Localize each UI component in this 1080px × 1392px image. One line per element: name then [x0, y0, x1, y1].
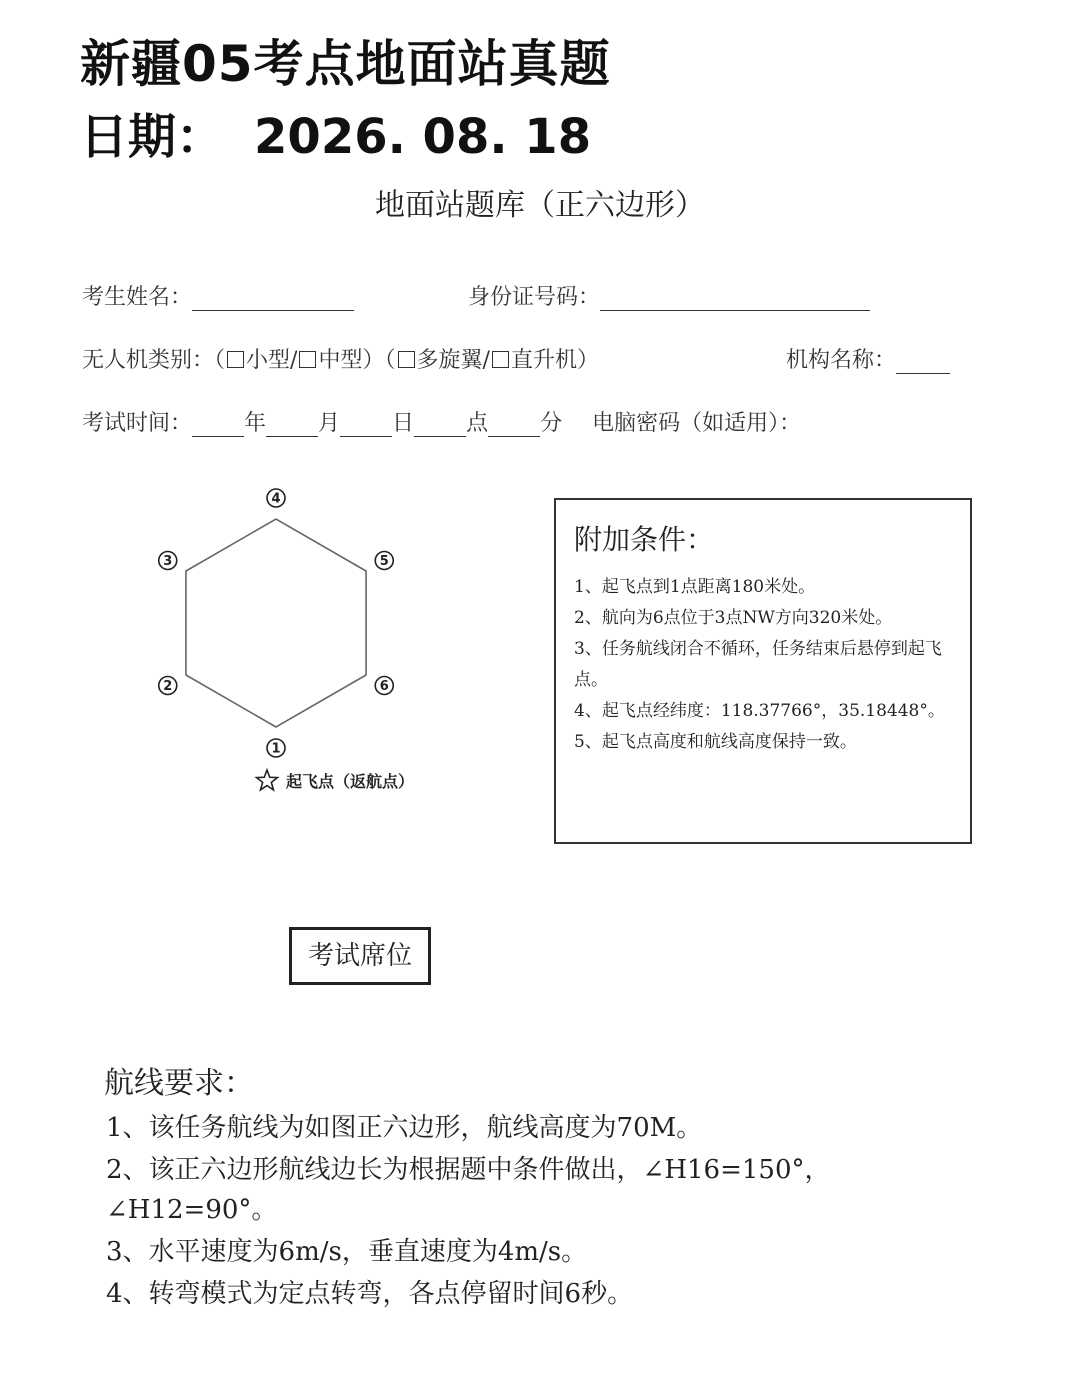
exam-seat-box: 考试席位	[289, 927, 431, 985]
medium-label: 中型	[318, 348, 363, 373]
name-blank[interactable]	[192, 288, 354, 311]
waypoint-node	[159, 677, 177, 695]
id-label: 身份证号码：	[468, 285, 601, 310]
condition-item: 4、起飞点经纬度：118.37766°，35.18448°。	[574, 701, 945, 721]
exam-date	[80, 98, 591, 167]
small-checkbox[interactable]	[227, 351, 244, 368]
page-title: 新疆05考点地面站真题	[80, 35, 611, 93]
waypoint-node	[267, 489, 285, 507]
medium-checkbox[interactable]	[299, 351, 316, 368]
slash: /	[482, 348, 490, 373]
takeoff-label: 起飞点（返航点）	[286, 772, 415, 791]
multirotor-label: 多旋翼	[416, 348, 483, 373]
helicopter-label: 直升机	[510, 348, 577, 373]
minute-label: 分	[540, 411, 563, 436]
form-row-time	[82, 406, 801, 437]
condition-item: 1、起飞点到1点距离180米处。	[574, 577, 816, 597]
star-icon	[257, 770, 278, 790]
form-row-uav-type	[82, 343, 599, 374]
helicopter-checkbox[interactable]	[492, 351, 509, 368]
multirotor-checkbox[interactable]	[398, 351, 415, 368]
date-value: 2026. 08. 18	[254, 109, 592, 165]
time-label: 考试时间：	[82, 411, 193, 436]
hexagon-route	[186, 519, 366, 727]
route-item: 2、该正六边形航线边长为根据题中条件做出，∠H16=150°，∠H12=90°。	[106, 1155, 831, 1225]
date-label: 日期：	[80, 109, 225, 165]
route-item: 4、转弯模式为定点转弯，各点停留时间6秒。	[106, 1279, 634, 1309]
minute-blank[interactable]	[488, 414, 540, 437]
waypoint-node	[267, 739, 285, 757]
hexagon-svg	[150, 478, 430, 798]
condition-item: 5、起飞点高度和航线高度保持一致。	[574, 732, 857, 752]
paren-close: ）	[576, 348, 599, 373]
day-blank[interactable]	[340, 414, 392, 437]
small-label: 小型	[246, 348, 291, 373]
paren-close: ）	[362, 348, 385, 373]
name-label: 考生姓名：	[82, 285, 193, 310]
waypoint-label: 5	[379, 554, 389, 569]
org-label: 机构名称：	[786, 348, 897, 373]
year-blank[interactable]	[192, 414, 244, 437]
year-label: 年	[244, 411, 267, 436]
slash: /	[290, 348, 298, 373]
month-label: 月	[318, 411, 341, 436]
condition-item: 2、航向为6点位于3点NW方向320米处。	[574, 608, 893, 628]
document-title: 地面站题库（正六边形）	[375, 188, 705, 223]
route-item: 1、该任务航线为如图正六边形，航线高度为70M。	[106, 1113, 703, 1143]
paren-open: （	[384, 348, 396, 373]
additional-conditions-box	[554, 498, 972, 844]
route-requirements-title: 航线要求：	[104, 1066, 254, 1101]
route-item: 3、水平速度为6m/s，垂直速度为4m/s。	[106, 1237, 588, 1267]
form-row-org	[786, 343, 950, 374]
form-row-id	[468, 280, 870, 311]
conditions-list	[574, 572, 954, 758]
pc-password-label: 电脑密码（如适用）：	[592, 411, 802, 436]
waypoint-label: 1	[271, 741, 281, 757]
waypoint-node	[375, 552, 393, 570]
id-blank[interactable]	[600, 288, 870, 311]
uav-type-label: 无人机类别：	[82, 348, 215, 373]
hexagon-diagram	[150, 478, 430, 798]
hour-blank[interactable]	[414, 414, 466, 437]
waypoint-label: 4	[271, 491, 281, 507]
waypoint-label: 6	[379, 679, 389, 694]
form-row-name	[82, 280, 354, 311]
org-blank[interactable]	[896, 351, 950, 374]
waypoint-node	[159, 552, 177, 570]
paren-open: （	[214, 348, 226, 373]
condition-item: 3、任务航线闭合不循环，任务结束后悬停到起飞点。	[574, 639, 942, 690]
conditions-title: 附加条件：	[574, 523, 715, 556]
month-blank[interactable]	[266, 414, 318, 437]
hour-label: 点	[466, 411, 489, 436]
day-label: 日	[392, 411, 415, 436]
waypoint-label: 2	[163, 679, 173, 694]
waypoint-node	[375, 677, 393, 695]
waypoint-label: 3	[163, 554, 173, 569]
